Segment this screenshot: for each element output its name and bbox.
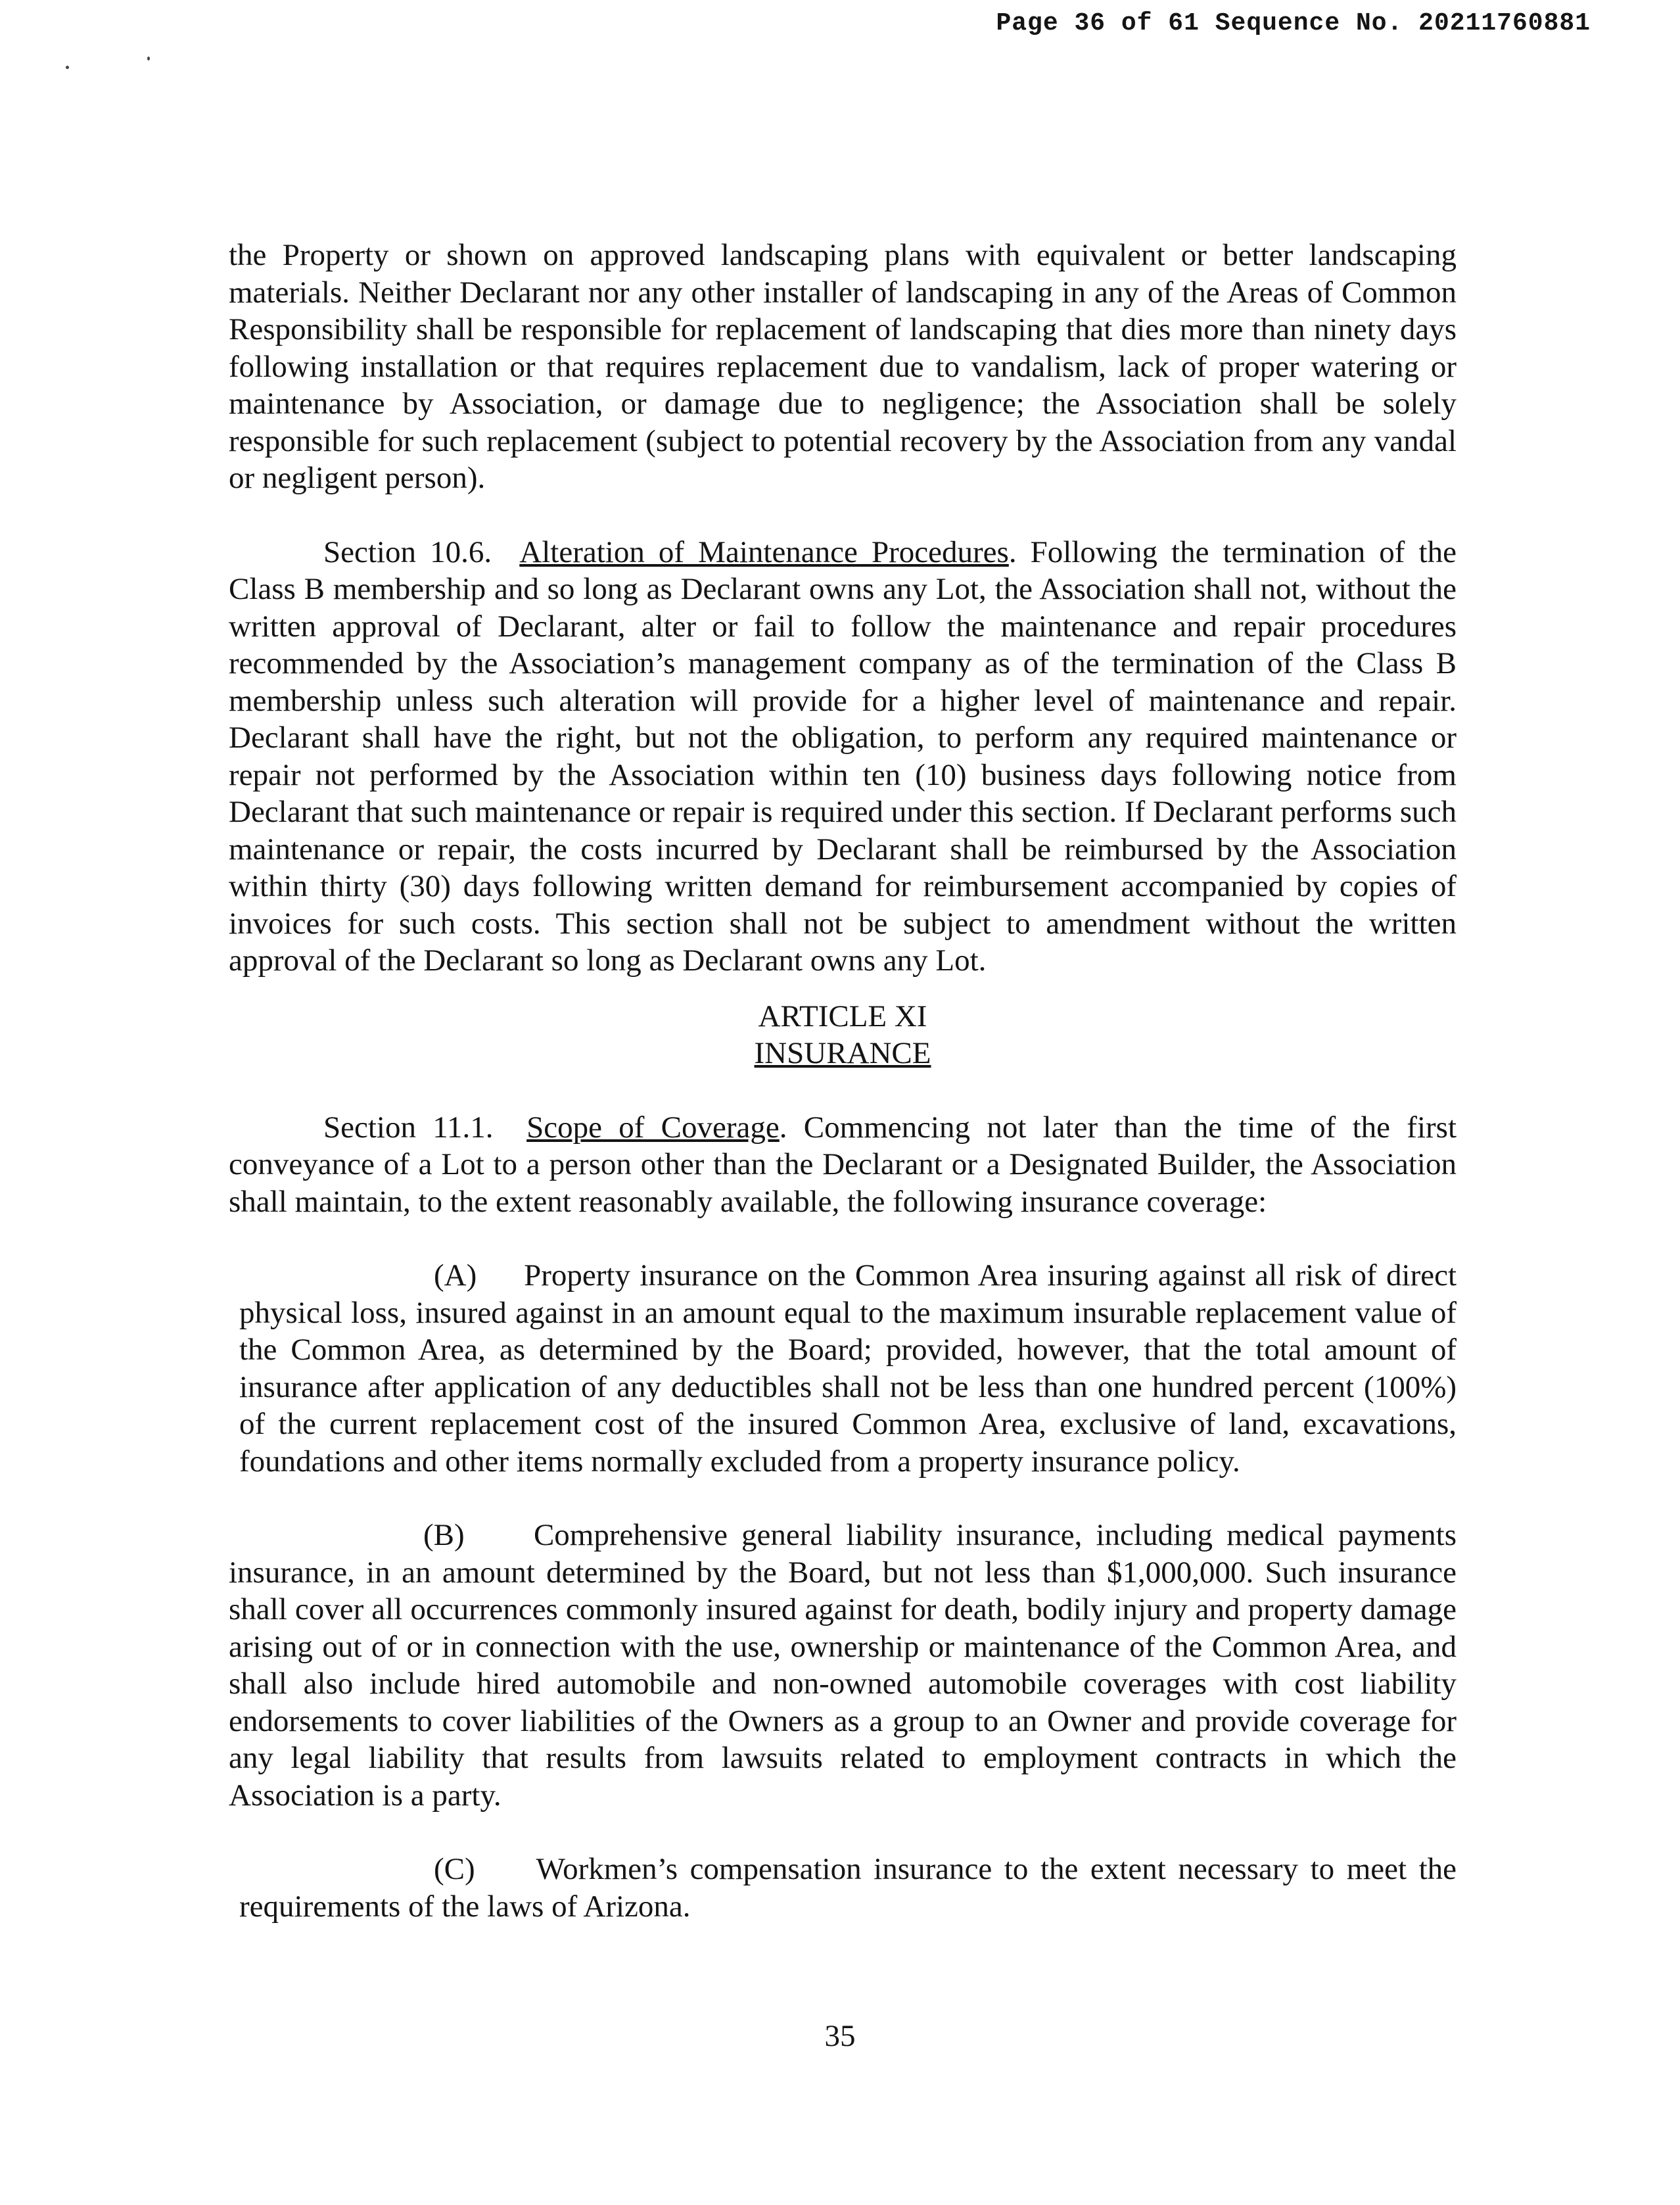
page-number: 35 bbox=[824, 2019, 856, 2053]
section-label: Section 10.6. bbox=[323, 534, 492, 569]
item-text: Property insurance on the Common Area insuring against all risk of direct physical loss, insured against in an amount equal to the maximum insurable replacement value of the Common Area, as determined by the Board; provided, however, that the total amount of insurance after application of any deductibles shall not be less than one hundred percent (100%) of the current replacement cost of the insured Common Area, exclusive of land, excavations, foundations and other items normally excluded from a property insurance policy. bbox=[239, 1258, 1457, 1479]
article-number: ARTICLE XI bbox=[758, 999, 927, 1033]
section-label: Section 11.1. bbox=[323, 1110, 494, 1145]
article-title: INSURANCE bbox=[754, 1036, 931, 1070]
item-c bbox=[229, 1851, 1457, 1925]
item-b bbox=[229, 1517, 1457, 1814]
recording-stamp: Page 36 of 61 Sequence No. 20211760881 bbox=[996, 9, 1591, 37]
section-text: . Commencing not later than the time of the first conveyance of a Lot to a person other than the Declarant or a Designated Builder, the Association shall maintain, to the extent reasonably available, the following insurance coverage: bbox=[229, 1110, 1457, 1219]
paragraph-landscaping: the Property or shown on approved landscaping plans with equivalent or better landscaping materials. Neither Declarant nor any other installer of landscaping in any of the Areas of Common Responsibility shall be responsible for replacement of landscaping that dies more than ninety days following installation or that requires replacement due to vandalism, lack of proper watering or maintenance by Association, or damage due to negligence; the Association shall be solely responsible for such replacement (subject to potential recovery by the Association from any vandal or negligent person). bbox=[229, 238, 1457, 495]
article-heading bbox=[229, 998, 1457, 1072]
item-text: Workmen’s compensation insurance to the extent necessary to meet the requirements of the laws of Arizona. bbox=[239, 1852, 1457, 1924]
section-text: . Following the termination of the Class B membership and so long as Declarant owns any Lot, the Association shall not, without the written approval of Declarant, alter or fail to follow the maintenance and repair procedures recommended by the Association’s management company as of the termination of the Class B membership unless such alteration will provide for a higher level of maintenance and repair. Declarant shall have the right, but not the obligation, to perform any required maintenance or repair not performed by the Association within ten (10) business days following notice from Declarant that such maintenance or repair is required under this section. If Declarant performs such maintenance or repair, the costs incurred by Declarant shall be reimbursed by the Association within thirty (30) days following written demand for reimbursement accompanied by copies of invoices for such costs. This section shall not be subject to amendment without the written approval of the Declarant so long as Declarant owns any Lot. bbox=[229, 534, 1457, 978]
section-caption: Scope of Coverage bbox=[526, 1110, 780, 1145]
section-caption: Alteration of Maintenance Procedures bbox=[519, 534, 1009, 569]
scan-speck bbox=[66, 66, 69, 69]
section-11-1 bbox=[229, 1109, 1457, 1221]
section-10-6 bbox=[229, 534, 1457, 980]
item-text: Comprehensive general liability insurance, including medical payments insurance, in an amount determined by the Board, but not less than $1,000,000. Such insurance shall cover all occurrences commonly insured against for death, bodily injury and property damage arising out of or in connection with the use, ownership or maintenance of the Common Area, and shall also include hired automobile and non-owned automobile coverages with cost liability endorsements to cover liabilities of the Owners as a group to an Owner and provide coverage for any legal liability that results from lawsuits related to employment contracts in which the Association is a party. bbox=[229, 1518, 1457, 1813]
item-a bbox=[229, 1257, 1457, 1480]
item-label: (C) bbox=[434, 1852, 475, 1886]
scan-speck bbox=[147, 57, 150, 60]
item-label: (A) bbox=[434, 1258, 477, 1292]
document-body bbox=[229, 237, 1457, 1925]
item-label: (B) bbox=[423, 1518, 465, 1552]
